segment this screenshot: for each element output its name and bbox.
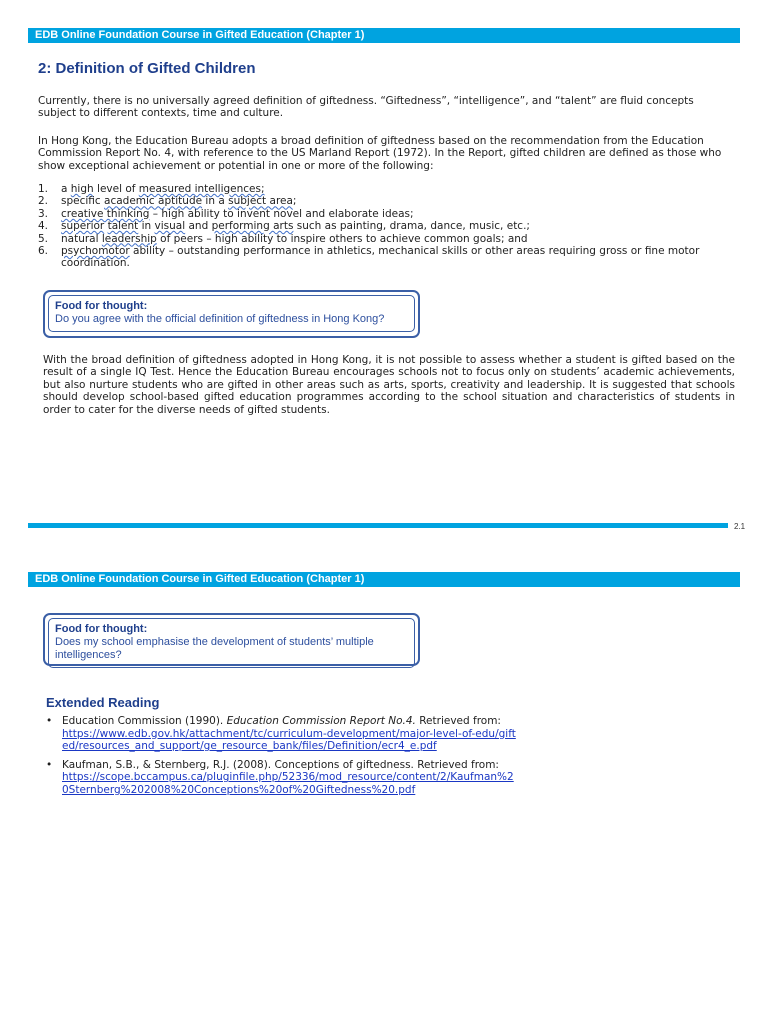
criteria-item <box>38 220 734 232</box>
criteria-text-flagged: superior <box>61 220 105 233</box>
criteria-number: 1. <box>38 183 49 195</box>
reference-list <box>46 715 518 803</box>
bullet-icon: • <box>46 758 53 771</box>
criteria-text-flagged: talent <box>107 220 139 233</box>
food-for-thought-inner <box>48 618 415 668</box>
food-for-thought-inner <box>48 295 415 332</box>
criteria-text-flagged: leadership <box>101 232 157 245</box>
reference-link[interactable]: https://scope.bccampus.ca/pluginfile.php/52336/mod_resource/content/2/Kaufman%20Sternberg%202008%20Conceptions%20of%20Giftedness%20.pdf <box>62 771 514 796</box>
criteria-text: a <box>61 183 71 195</box>
section-title: 2: Definition of Gifted Children <box>38 60 256 77</box>
criteria-text: – high ability to invent novel and elaborate ideas; <box>149 207 414 220</box>
criteria-text: natural <box>61 232 102 245</box>
criteria-text-flagged: academic aptitude <box>104 195 203 208</box>
criteria-text-flagged: creative thinking <box>61 207 150 220</box>
criteria-text: ability – outstanding performance in athletics, mechanical skills or other areas requiring gross or fine motor coordination. <box>61 245 700 270</box>
reference-item <box>46 715 518 753</box>
criteria-text: specific <box>61 195 105 208</box>
reference-italic-title: Education Commission Report No.4. <box>226 715 416 727</box>
criteria-text-flagged: measured intelligences; <box>138 183 265 195</box>
criteria-item <box>38 208 734 220</box>
criteria-text-flagged: visual <box>154 220 186 233</box>
criteria-text: in <box>138 220 155 233</box>
criteria-text: of peers – high ability to inspire others to achieve common goals; and <box>156 232 528 245</box>
food-for-thought-label: Food for thought: <box>55 623 148 635</box>
criteria-text-flagged: psychomotor <box>61 245 130 258</box>
criteria-text-flagged: high <box>70 183 94 195</box>
food-for-thought-box-1 <box>43 290 420 338</box>
reference-item <box>46 759 518 797</box>
criteria-item <box>38 183 734 195</box>
page1-header-banner: EDB Online Foundation Course in Gifted Education (Chapter 1) <box>28 28 740 43</box>
food-for-thought-question: Do you agree with the official definition of giftedness in Hong Kong? <box>55 313 385 325</box>
reference-text: Kaufman, S.B., & Sternberg, R.J. (2008). Conceptions of giftedness. Retrieved from: <box>62 758 499 771</box>
reference-link[interactable]: https://www.edb.gov.hk/attachment/tc/curriculum-development/major-level-of-edu/gifted/resources_and_support/ge_resource_bank/files/Definition/ecr4_e.pdf <box>62 727 516 753</box>
extended-reading-heading: Extended Reading <box>46 695 160 710</box>
criteria-text: such as painting, drama, dance, music, etc.; <box>293 220 530 233</box>
criteria-text: ; <box>292 195 297 208</box>
food-for-thought-box-2 <box>43 613 420 666</box>
criteria-number: 6. <box>38 245 49 258</box>
page1-footer-bar <box>28 523 728 528</box>
page-number: 2.1 <box>734 522 746 531</box>
criteria-item <box>38 233 734 245</box>
food-for-thought-label: Food for thought: <box>55 300 148 312</box>
page2-header-banner: EDB Online Foundation Course in Gifted Education (Chapter 1) <box>28 572 740 587</box>
reference-text-suffix: Retrieved from: <box>415 715 501 727</box>
criteria-text-flagged: subject area <box>228 195 293 208</box>
food-for-thought-question: Does my school emphasise the development of students’ multiple intelligences? <box>55 636 374 661</box>
criteria-text: and <box>185 220 212 233</box>
criteria-number: 5. <box>38 232 49 245</box>
criteria-text: level of <box>93 183 139 195</box>
definition-paragraph: In Hong Kong, the Education Bureau adopts a broad definition of giftedness based on the recommendation from the Education Commission Report No. 4, with reference to the US Marland Report (1972). In the Report, gifted children are defined as those who show exceptional achievement or potential in one or more of the following: <box>38 135 722 172</box>
criteria-item <box>38 195 734 207</box>
reference-text: Education Commission (1990). <box>62 715 227 727</box>
criteria-number: 2. <box>38 195 49 208</box>
giftedness-criteria-list <box>38 183 734 270</box>
criteria-item <box>38 245 734 270</box>
criteria-text-flagged: performing arts <box>211 220 294 233</box>
criteria-number: 3. <box>38 207 49 220</box>
criteria-number: 4. <box>38 220 49 233</box>
criteria-text: in a <box>202 195 229 208</box>
assessment-paragraph: With the broad definition of giftedness adopted in Hong Kong, it is not possible to assess whether a student is gifted based on the result of a single IQ Test. Hence the Education Bureau encourages schools not to focus only on students’ academic achievements, but also nurture students who are gifted in other areas such as arts, sports, creativity and leadership. It is suggested that schools should develop school-based gifted education programmes according to the school situation and characteristics of students in order to cater for the diverse needs of gifted students. <box>43 354 735 416</box>
intro-paragraph: Currently, there is no universally agreed definition of giftedness. “Giftedness”, “intelligence”, and “talent” are fluid concepts subject to different contexts, time and culture. <box>38 95 694 120</box>
bullet-icon: • <box>46 715 53 727</box>
